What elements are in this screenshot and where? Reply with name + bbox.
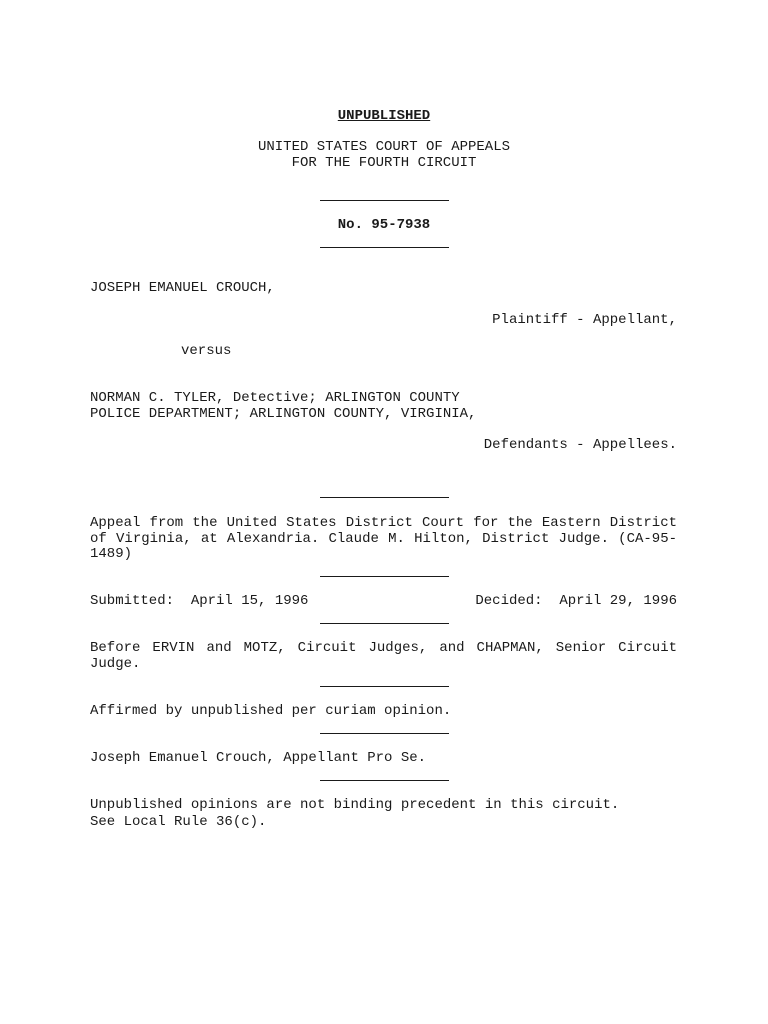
divider-rule [320,623,449,624]
defendants-role: Defendants - Appellees. [483,437,677,453]
divider-rule [320,200,449,201]
counsel-text: Joseph Emanuel Crouch, Appellant Pro Se. [90,750,427,766]
defendants-line-2: POLICE DEPARTMENT; ARLINGTON COUNTY, VIRGINIA, [90,406,477,422]
divider-rule [320,497,449,498]
decided-date: Decided: April 29, 1996 [475,593,677,609]
dates-row [90,594,677,609]
court-name-line-2: FOR THE FOURTH CIRCUIT [291,155,477,171]
versus-label: versus [181,343,232,359]
panel-paragraph: Before ERVIN and MOTZ, Circuit Judges, and CHAPMAN, Senior Circuit Judge. [90,640,677,672]
submitted-date: Submitted: April 15, 1996 [90,593,309,609]
divider-rule [320,686,449,687]
plaintiff-role: Plaintiff - Appellant, [492,312,677,328]
plaintiff-name: JOSEPH EMANUEL CROUCH, [90,280,275,296]
notice-line-1: Unpublished opinions are not binding precedent in this circuit. [90,797,620,813]
defendants-line-1: NORMAN C. TYLER, Detective; ARLINGTON COUNTY [90,390,460,406]
divider-rule [320,247,449,248]
unpublished-heading: UNPUBLISHED [337,108,431,124]
divider-rule [320,576,449,577]
court-name-line-1: UNITED STATES COURT OF APPEALS [257,139,511,155]
appeal-paragraph: Appeal from the United States District Court for the Eastern District of Virginia, at Alexandria. Claude M. Hilton, District Judge. (CA-95-1489) [90,515,677,562]
case-number: No. 95-7938 [337,217,431,233]
notice-line-2: See Local Rule 36(c). [90,814,267,830]
divider-rule [320,780,449,781]
disposition-text: Affirmed by unpublished per curiam opinion. [90,703,452,719]
divider-rule [320,733,449,734]
